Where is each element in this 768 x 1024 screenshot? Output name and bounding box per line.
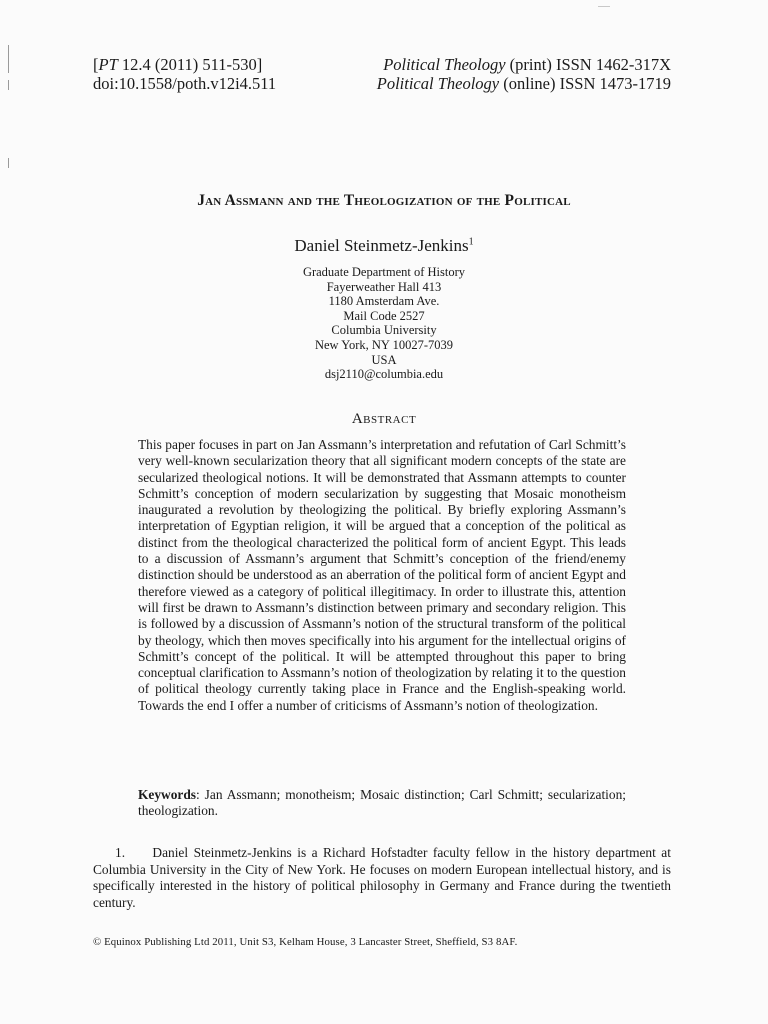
author-email[interactable]: dsj2110@columbia.edu	[324, 367, 444, 382]
abstract-heading: Abstract	[351, 411, 417, 427]
abstract-body: This paper focuses in part on Jan Assmann’s interpretation and refutation of Carl Schmitt’s very well-known secularization theory that all significant modern concepts of the state are secularized theological notions. It will be demonstrated that Assmann attempts to counter Schmitt’s conception of modern secularization by suggesting that Mosaic monotheism inaugurated a revolution by theologizing the political. By briefly exploring Assmann’s interpretation of Egyptian religion, it will be argued that a conception of the political as distinct from the theological characterized the political form of ancient Egypt. This leads to a discussion of Assmann’s argument that Schmitt’s conception of the friend/enemy distinction should be understood as an aberration of the political form of ancient Egypt and therefore viewed as a category of political illegitimacy. In order to illustrate this, attention will first be drawn to Assmann’s distinction between primary and secondary religion. This is followed by a discussion of Assmann’s notion of the structural transform of the political by theology, which then moves specifically into his argument for the intellectual origins of Schmitt’s concept of the political. It will be attempted throughout this paper to bring conceptual clarification to Assmann’s notion of theologization by relating it to the question of political theology currently taking place in France and the English-speaking world. Towards the end I offer a number of criticisms of Assmann’s notion of theologization.	[138, 437, 626, 713]
issn-block	[377, 55, 671, 93]
keywords-label: Keywords	[138, 787, 197, 802]
citation-block	[93, 55, 276, 93]
affiliation-line: New York, NY 10027-7039	[314, 337, 454, 352]
scan-top-dash	[598, 6, 610, 7]
author-affiliation	[0, 265, 768, 382]
affiliation-line: Graduate Department of History	[302, 265, 466, 279]
footnote-text: Daniel Steinmetz-Jenkins is a Richard Hofstadter faculty fellow in the history department at Columbia University in the City of New York. He focuses on modern European intellectual history, and is specifically interested in the history of political philosophy in Germany and France during the twentieth century.	[93, 845, 671, 910]
article-title: Jan Assmann and the Theologization of the Political	[197, 192, 571, 209]
affiliation-line: 1180 Amsterdam Ave.	[328, 294, 440, 309]
citation-line: [PT 12.4 (2011) 511-530]	[93, 55, 263, 74]
scan-margin-mark	[8, 45, 9, 73]
keywords-list: : Jan Assmann; monotheism; Mosaic distinction; Carl Schmitt; secularization; theologization.	[138, 787, 626, 819]
affiliation-line: Fayerweather Hall 413	[326, 279, 442, 294]
footnote-number: 1.	[115, 845, 126, 860]
author-footnote	[93, 845, 671, 911]
footnote-marker[interactable]: 1	[468, 236, 474, 248]
affiliation-line: Columbia University	[331, 323, 437, 338]
scan-margin-mark	[8, 80, 9, 90]
scan-margin-mark	[8, 158, 9, 168]
doi-line: doi:10.1558/poth.v12i4.511	[93, 74, 277, 93]
copyright-line: © Equinox Publishing Ltd 2011, Unit S3, Kelham House, 3 Lancaster Street, Sheffield, S3 8AF.	[93, 936, 518, 948]
keywords	[138, 787, 626, 820]
issn-online-line: Political Theology (online) ISSN 1473-1719	[376, 74, 671, 93]
author-name: Daniel Steinmetz-Jenkins$^1$	[294, 236, 474, 255]
journal-abbrev: PT	[98, 55, 118, 74]
affiliation-line: USA	[371, 352, 397, 367]
affiliation-line: Mail Code 2527	[343, 308, 425, 323]
issn-print-line: Political Theology (print) ISSN 1462-317X	[383, 55, 671, 74]
